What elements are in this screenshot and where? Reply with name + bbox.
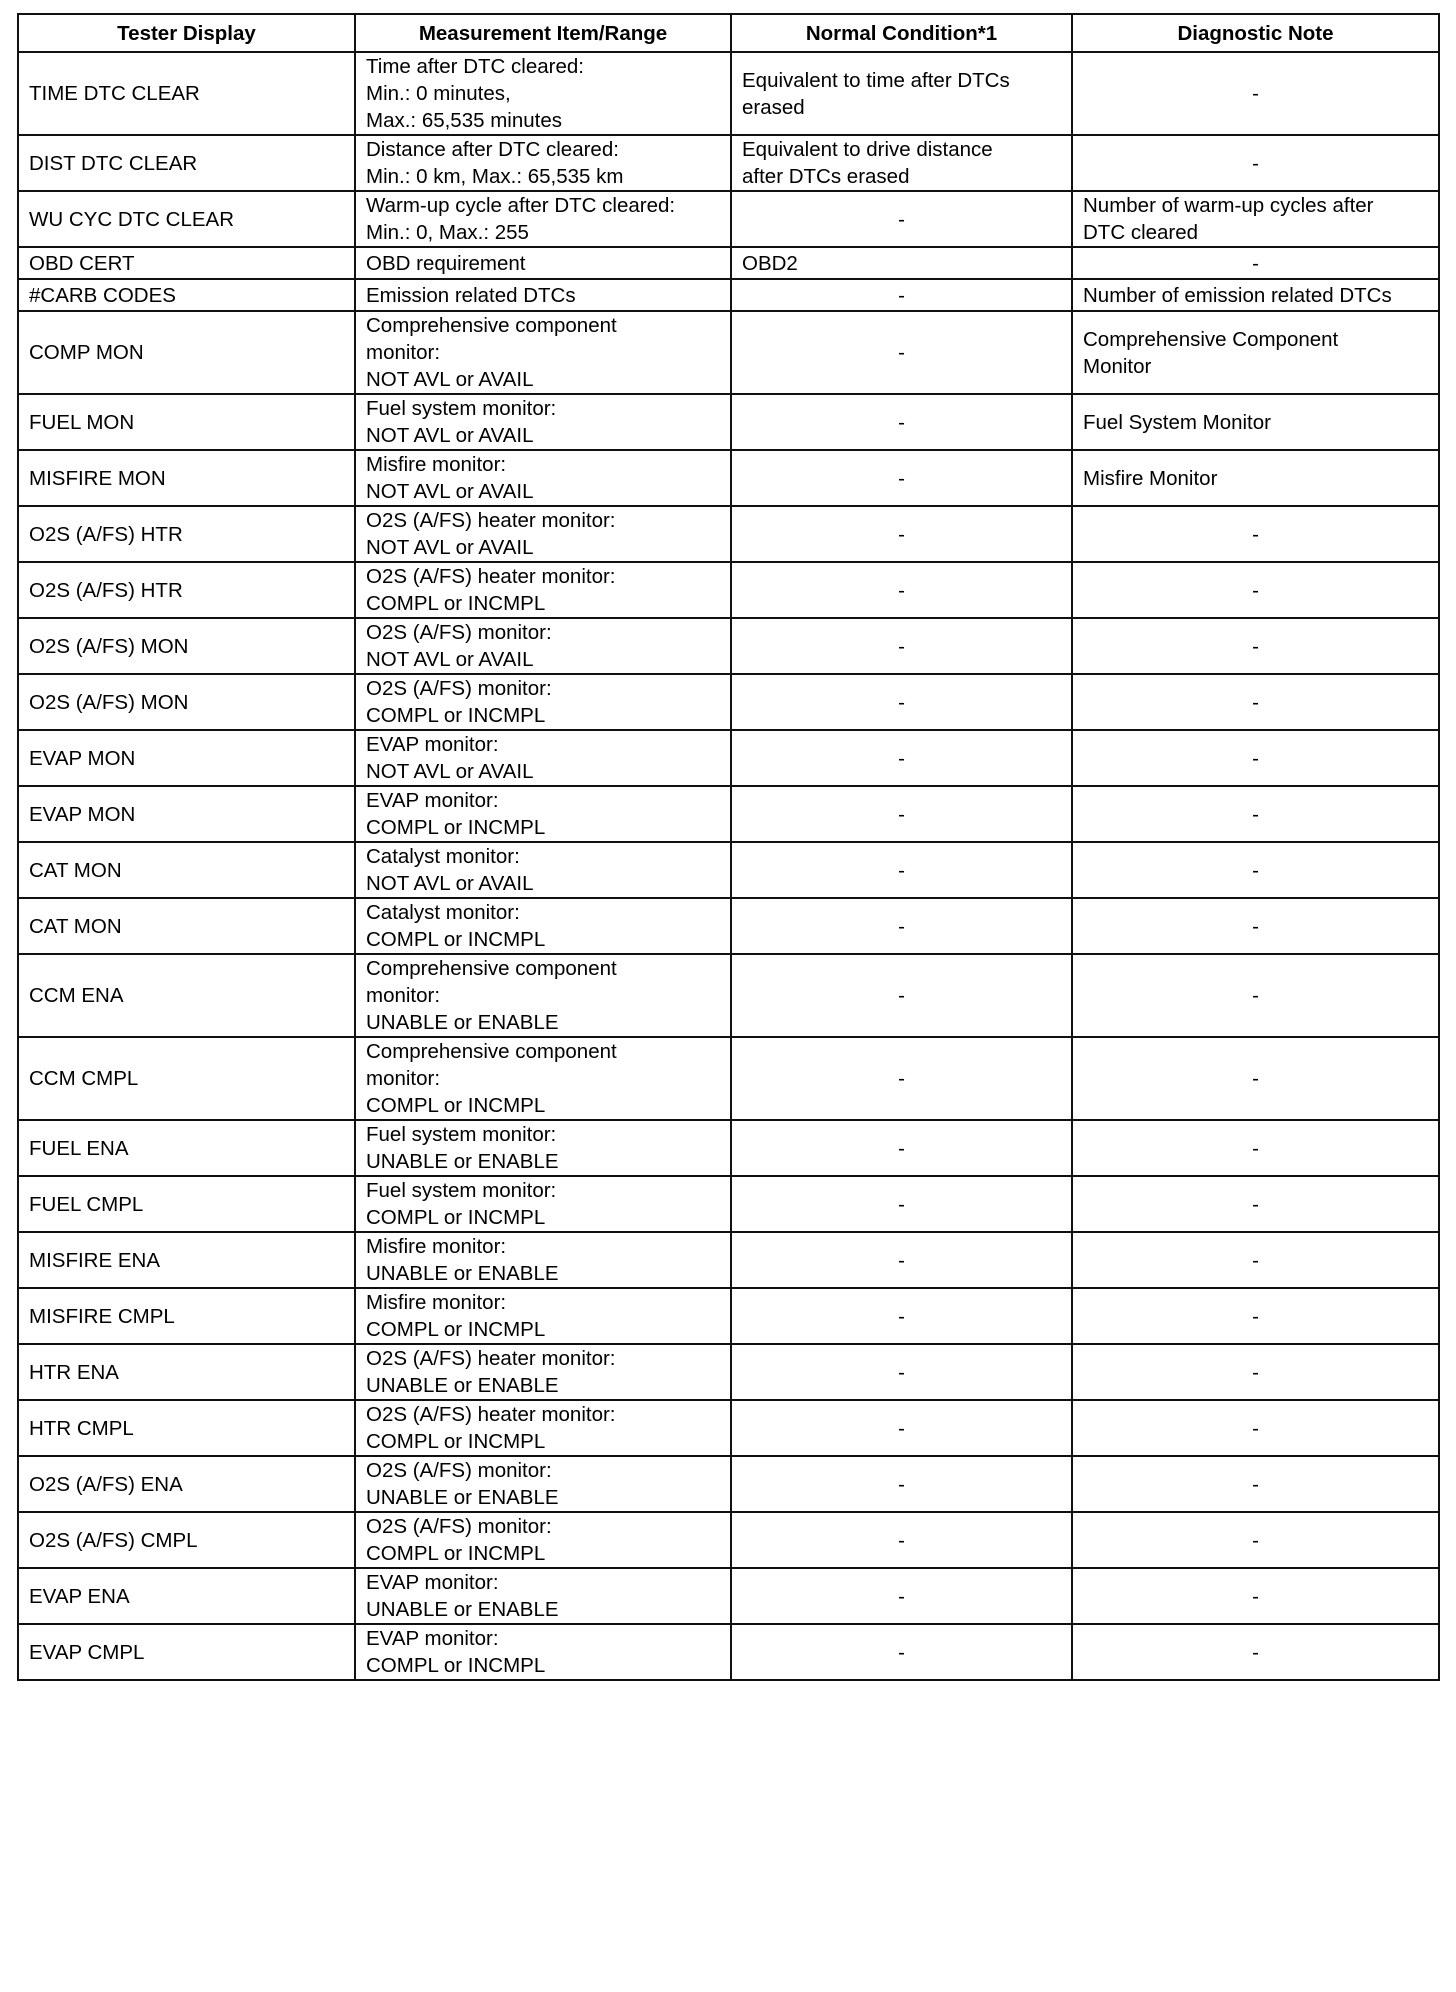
cell-normal-condition: - — [731, 842, 1072, 898]
cell-tester-display: O2S (A/FS) CMPL — [18, 1512, 355, 1568]
cell-normal-condition: - — [731, 1568, 1072, 1624]
table-row — [18, 786, 1439, 842]
table-row — [18, 394, 1439, 450]
table-row — [18, 1568, 1439, 1624]
cell-normal-condition: - — [731, 674, 1072, 730]
cell-measurement-item: O2S (A/FS) monitor: COMPL or INCMPL — [355, 674, 731, 730]
cell-tester-display: O2S (A/FS) HTR — [18, 562, 355, 618]
cell-tester-display: EVAP ENA — [18, 1568, 355, 1624]
cell-diagnostic-note: - — [1072, 842, 1439, 898]
cell-normal-condition: Equivalent to time after DTCs erased — [731, 52, 1072, 135]
cell-normal-condition: - — [731, 1120, 1072, 1176]
cell-measurement-item: Time after DTC cleared: Min.: 0 minutes, Max.: 65,535 minutes — [355, 52, 731, 135]
cell-tester-display: COMP MON — [18, 311, 355, 394]
cell-measurement-item: Misfire monitor: COMPL or INCMPL — [355, 1288, 731, 1344]
cell-normal-condition: - — [731, 1176, 1072, 1232]
cell-tester-display: O2S (A/FS) MON — [18, 618, 355, 674]
cell-diagnostic-note: Number of emission related DTCs — [1072, 279, 1439, 311]
cell-normal-condition: - — [731, 191, 1072, 247]
cell-normal-condition: - — [731, 450, 1072, 506]
cell-tester-display: MISFIRE ENA — [18, 1232, 355, 1288]
cell-measurement-item: O2S (A/FS) heater monitor: COMPL or INCMPL — [355, 562, 731, 618]
cell-diagnostic-note: - — [1072, 618, 1439, 674]
cell-measurement-item: EVAP monitor: UNABLE or ENABLE — [355, 1568, 731, 1624]
cell-normal-condition: - — [731, 1232, 1072, 1288]
cell-normal-condition: - — [731, 898, 1072, 954]
cell-normal-condition: Equivalent to drive distance after DTCs erased — [731, 135, 1072, 191]
cell-tester-display: CCM ENA — [18, 954, 355, 1037]
cell-measurement-item: Catalyst monitor: COMPL or INCMPL — [355, 898, 731, 954]
cell-diagnostic-note: Fuel System Monitor — [1072, 394, 1439, 450]
cell-measurement-item: Fuel system monitor: COMPL or INCMPL — [355, 1176, 731, 1232]
cell-normal-condition: - — [731, 1288, 1072, 1344]
cell-measurement-item: OBD requirement — [355, 247, 731, 279]
cell-diagnostic-note: - — [1072, 1568, 1439, 1624]
cell-tester-display: FUEL CMPL — [18, 1176, 355, 1232]
cell-diagnostic-note: - — [1072, 1456, 1439, 1512]
cell-diagnostic-note: - — [1072, 1400, 1439, 1456]
cell-normal-condition: - — [731, 1512, 1072, 1568]
cell-measurement-item: O2S (A/FS) monitor: NOT AVL or AVAIL — [355, 618, 731, 674]
table-row — [18, 1288, 1439, 1344]
cell-measurement-item: Misfire monitor: UNABLE or ENABLE — [355, 1232, 731, 1288]
header-measurement-item-range: Measurement Item/Range — [355, 14, 731, 52]
cell-diagnostic-note: Misfire Monitor — [1072, 450, 1439, 506]
cell-measurement-item: EVAP monitor: COMPL or INCMPL — [355, 1624, 731, 1680]
table-row — [18, 1344, 1439, 1400]
cell-normal-condition: - — [731, 1456, 1072, 1512]
cell-measurement-item: O2S (A/FS) heater monitor: NOT AVL or AVAIL — [355, 506, 731, 562]
cell-normal-condition: - — [731, 1400, 1072, 1456]
cell-tester-display: O2S (A/FS) HTR — [18, 506, 355, 562]
cell-diagnostic-note: - — [1072, 1176, 1439, 1232]
cell-tester-display: EVAP CMPL — [18, 1624, 355, 1680]
cell-measurement-item: Misfire monitor: NOT AVL or AVAIL — [355, 450, 731, 506]
table-row — [18, 135, 1439, 191]
cell-diagnostic-note: - — [1072, 1288, 1439, 1344]
cell-measurement-item: O2S (A/FS) monitor: UNABLE or ENABLE — [355, 1456, 731, 1512]
cell-measurement-item: Catalyst monitor: NOT AVL or AVAIL — [355, 842, 731, 898]
cell-measurement-item: Warm-up cycle after DTC cleared: Min.: 0, Max.: 255 — [355, 191, 731, 247]
cell-diagnostic-note: - — [1072, 1344, 1439, 1400]
data-list-table — [17, 13, 1440, 1681]
header-diagnostic-note: Diagnostic Note — [1072, 14, 1439, 52]
cell-tester-display: CAT MON — [18, 842, 355, 898]
cell-measurement-item: Comprehensive component monitor: UNABLE or ENABLE — [355, 954, 731, 1037]
table-row — [18, 247, 1439, 279]
table-row — [18, 279, 1439, 311]
table-row — [18, 1120, 1439, 1176]
table-row — [18, 52, 1439, 135]
table-row — [18, 898, 1439, 954]
cell-measurement-item: EVAP monitor: COMPL or INCMPL — [355, 786, 731, 842]
table-row — [18, 1456, 1439, 1512]
table-row — [18, 1512, 1439, 1568]
cell-normal-condition: - — [731, 618, 1072, 674]
header-normal-condition: Normal Condition*1 — [731, 14, 1072, 52]
cell-tester-display: FUEL ENA — [18, 1120, 355, 1176]
cell-measurement-item: EVAP monitor: NOT AVL or AVAIL — [355, 730, 731, 786]
cell-diagnostic-note: - — [1072, 506, 1439, 562]
cell-tester-display: CAT MON — [18, 898, 355, 954]
cell-diagnostic-note: - — [1072, 674, 1439, 730]
cell-measurement-item: O2S (A/FS) monitor: COMPL or INCMPL — [355, 1512, 731, 1568]
cell-tester-display: HTR ENA — [18, 1344, 355, 1400]
cell-normal-condition: OBD2 — [731, 247, 1072, 279]
cell-diagnostic-note: - — [1072, 562, 1439, 618]
table-row — [18, 1037, 1439, 1120]
cell-measurement-item: Distance after DTC cleared: Min.: 0 km, Max.: 65,535 km — [355, 135, 731, 191]
cell-diagnostic-note: - — [1072, 898, 1439, 954]
cell-tester-display: TIME DTC CLEAR — [18, 52, 355, 135]
cell-tester-display: #CARB CODES — [18, 279, 355, 311]
table-row — [18, 618, 1439, 674]
cell-measurement-item: O2S (A/FS) heater monitor: COMPL or INCMPL — [355, 1400, 731, 1456]
table-body — [18, 52, 1439, 1680]
cell-diagnostic-note: - — [1072, 1120, 1439, 1176]
cell-normal-condition: - — [731, 311, 1072, 394]
cell-diagnostic-note: - — [1072, 954, 1439, 1037]
cell-normal-condition: - — [731, 954, 1072, 1037]
cell-measurement-item: O2S (A/FS) heater monitor: UNABLE or ENABLE — [355, 1344, 731, 1400]
table-row — [18, 954, 1439, 1037]
cell-measurement-item: Emission related DTCs — [355, 279, 731, 311]
cell-diagnostic-note: - — [1072, 52, 1439, 135]
table-row — [18, 562, 1439, 618]
cell-diagnostic-note: - — [1072, 1037, 1439, 1120]
table-row — [18, 1176, 1439, 1232]
table-row — [18, 311, 1439, 394]
cell-diagnostic-note: - — [1072, 135, 1439, 191]
table-row — [18, 842, 1439, 898]
header-tester-display: Tester Display — [18, 14, 355, 52]
table-row — [18, 191, 1439, 247]
cell-tester-display: OBD CERT — [18, 247, 355, 279]
table-row — [18, 506, 1439, 562]
table-row — [18, 1400, 1439, 1456]
table-row — [18, 730, 1439, 786]
cell-tester-display: EVAP MON — [18, 730, 355, 786]
table-row — [18, 1624, 1439, 1680]
cell-normal-condition: - — [731, 394, 1072, 450]
cell-tester-display: WU CYC DTC CLEAR — [18, 191, 355, 247]
cell-tester-display: DIST DTC CLEAR — [18, 135, 355, 191]
cell-normal-condition: - — [731, 1624, 1072, 1680]
cell-tester-display: MISFIRE CMPL — [18, 1288, 355, 1344]
cell-diagnostic-note: Comprehensive Component Monitor — [1072, 311, 1439, 394]
table-row — [18, 450, 1439, 506]
cell-measurement-item: Fuel system monitor: NOT AVL or AVAIL — [355, 394, 731, 450]
cell-normal-condition: - — [731, 1344, 1072, 1400]
cell-diagnostic-note: - — [1072, 786, 1439, 842]
cell-diagnostic-note: - — [1072, 1624, 1439, 1680]
cell-tester-display: CCM CMPL — [18, 1037, 355, 1120]
cell-diagnostic-note: - — [1072, 247, 1439, 279]
cell-diagnostic-note: - — [1072, 1512, 1439, 1568]
cell-tester-display: HTR CMPL — [18, 1400, 355, 1456]
header-row — [18, 14, 1439, 52]
cell-measurement-item: Comprehensive component monitor: NOT AVL or AVAIL — [355, 311, 731, 394]
cell-normal-condition: - — [731, 786, 1072, 842]
cell-measurement-item: Comprehensive component monitor: COMPL or INCMPL — [355, 1037, 731, 1120]
cell-tester-display: MISFIRE MON — [18, 450, 355, 506]
cell-tester-display: O2S (A/FS) MON — [18, 674, 355, 730]
cell-tester-display: FUEL MON — [18, 394, 355, 450]
cell-normal-condition: - — [731, 1037, 1072, 1120]
cell-diagnostic-note: - — [1072, 1232, 1439, 1288]
cell-normal-condition: - — [731, 562, 1072, 618]
table-row — [18, 674, 1439, 730]
cell-measurement-item: Fuel system monitor: UNABLE or ENABLE — [355, 1120, 731, 1176]
cell-normal-condition: - — [731, 279, 1072, 311]
cell-normal-condition: - — [731, 506, 1072, 562]
cell-normal-condition: - — [731, 730, 1072, 786]
cell-tester-display: O2S (A/FS) ENA — [18, 1456, 355, 1512]
table-row — [18, 1232, 1439, 1288]
cell-diagnostic-note: - — [1072, 730, 1439, 786]
cell-diagnostic-note: Number of warm-up cycles after DTC cleared — [1072, 191, 1439, 247]
cell-tester-display: EVAP MON — [18, 786, 355, 842]
